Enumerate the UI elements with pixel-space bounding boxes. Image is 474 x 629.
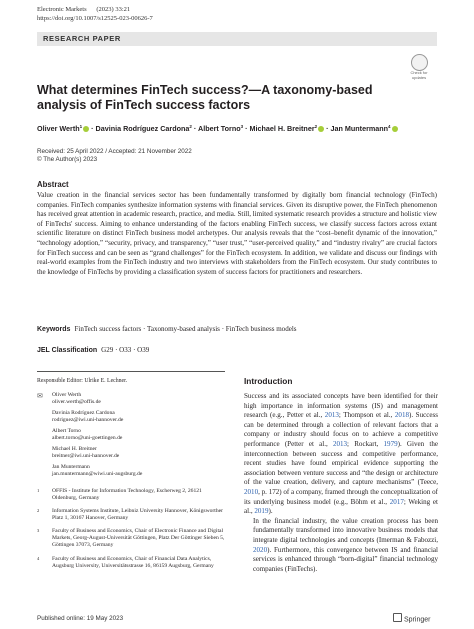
intro-text: Success and its associated concepts have been identified for their high importance in information systems (IS) and management research (e.g., Petter et al., <box>244 392 438 420</box>
citation-link[interactable]: 2010 <box>244 487 259 496</box>
published-online: Published online: 19 May 2023 <box>37 615 124 622</box>
author-affiliation-mark: 4 <box>388 124 391 129</box>
jel-text: G29 · O33 · O39 <box>101 346 150 354</box>
contact-email[interactable]: jan.muntermann@wiwi.uni-augsburg.de <box>52 471 143 477</box>
author-list <box>37 124 398 133</box>
journal-line <box>37 6 130 13</box>
author-name: Oliver Werth <box>37 124 80 133</box>
publisher-name: Springer <box>404 616 431 624</box>
contact-name: Davinia Rodríguez Cardona <box>52 410 115 416</box>
author-affiliation-mark: 2 <box>189 124 192 129</box>
intro-text: ; Thompson et al., <box>338 411 395 420</box>
contact-entry <box>52 410 123 424</box>
citation-link[interactable]: 2017 <box>389 497 404 506</box>
article-type-banner <box>37 32 437 46</box>
journal-name: Electronic Markets <box>37 6 87 13</box>
citation-link[interactable]: 2013 <box>324 411 339 420</box>
contact-email[interactable]: oliver.werth@offis.de <box>52 399 101 405</box>
check-for-updates-badge[interactable] <box>407 54 431 80</box>
contact-email[interactable]: breitner@iwi.uni-hannover.de <box>52 453 120 459</box>
contact-entry <box>52 392 101 406</box>
author-name: Davinia Rodríguez Cardona <box>95 124 190 133</box>
received-accepted: Received: 25 April 2022 / Accepted: 21 November 2022 <box>37 148 192 155</box>
jel-line <box>37 346 149 354</box>
keywords-line <box>37 325 297 333</box>
citation-link[interactable]: 2019 <box>254 507 269 516</box>
author-separator: · <box>324 124 331 133</box>
intro-paragraph <box>244 392 438 517</box>
author <box>37 124 89 133</box>
affiliation-text: OFFIS - Institute for Information Technology, Escherweg 2, 26121 Oldenburg, Germany <box>52 488 202 501</box>
affiliation-number: 4 <box>37 556 40 561</box>
intro-text: ; Rockart, <box>347 439 384 448</box>
copyright-line: © The Author(s) 2023 <box>37 156 98 163</box>
springer-horse-icon <box>393 613 402 622</box>
contact-email[interactable]: albert.torno@uni-goettingen.de <box>52 435 123 441</box>
author-name: Jan Muntermann <box>330 124 389 133</box>
article-dates <box>37 148 192 164</box>
intro-text: ). Given the interconnection between success and competitive performance, recent studies have found empirical evidence supporting the association between venture success and “the design or architecture of the value creation, delivery, and capture mechanisms” (Teece, <box>244 439 438 487</box>
intro-text: , p. 172) of a company, framed through the conceptualization of its underlying business model (e.g., Böhm et al., <box>244 487 438 506</box>
contact-email[interactable]: rodriguez@iwi.uni-hannover.de <box>52 417 124 423</box>
citation-link[interactable]: 2013 <box>332 439 348 448</box>
paper-title: What determines FinTech success?—A taxonomy-based analysis of FinTech success factors <box>37 83 373 112</box>
affiliation-text: Faculty of Business and Economics, Chair of Financial Data Analytics, Augsburg University, Universitätsstrasse 16, 86159 Augsburg, Germany <box>52 556 214 569</box>
footnote-divider <box>37 371 225 372</box>
check-updates-caption: Check for updates <box>410 70 428 80</box>
author-separator: · <box>243 124 250 133</box>
affiliation-number: 3 <box>37 528 40 533</box>
intro-text: ; Weking et al., <box>244 497 438 516</box>
introduction-heading: Introduction <box>244 376 293 386</box>
contact-name: Oliver Werth <box>52 392 82 398</box>
affiliation-text: Faculty of Business and Economics, Chair of Electronic Finance and Digital Markets, Georg-August-Universität Göttingen, Platz Der Göttinger Sieben 5, Göttingen 37073, Germany <box>52 528 225 548</box>
contact-name: Michael H. Breitner <box>52 446 97 452</box>
citation-link[interactable]: 1979 <box>383 439 398 448</box>
contact-entry <box>52 464 142 478</box>
introduction-body <box>244 392 438 574</box>
author-affiliation-mark: 3 <box>240 124 244 129</box>
publisher-logo <box>393 613 430 624</box>
author <box>250 124 325 133</box>
affiliation-text: Information Systems Institute, Leibniz University Hannover, Königsworther Platz 1, 30167 Hanover, Germany <box>52 508 223 521</box>
affiliation-number: 1 <box>37 488 40 493</box>
author-affiliation-mark: 1 <box>79 124 83 129</box>
check-updates-icon <box>411 54 428 71</box>
intro-text: ). Success can be determined through a collection of relevant factors that a company or industry should focus on to achieve a competitive performance (Petter et al., <box>244 411 438 448</box>
citation-link[interactable]: 2020 <box>253 545 268 554</box>
orcid-icon[interactable] <box>392 126 398 132</box>
intro-text: ). <box>268 507 273 516</box>
author-name: Albert Torno <box>198 124 241 133</box>
author-separator: · <box>89 124 96 133</box>
keywords-text: FinTech success factors · Taxonomy-based analysis · FinTech business models <box>74 325 297 333</box>
intro-text: ). Furthermore, this convergence between IS and financial services is enhanced through “born-digital” financial technology companies (FinTechs). <box>253 545 438 573</box>
abstract-heading: Abstract <box>37 180 69 189</box>
author-separator: · <box>191 124 199 133</box>
article-type-label: RESEARCH PAPER <box>43 34 121 43</box>
contact-name: Albert Torno <box>52 428 81 434</box>
envelope-icon: ✉ <box>37 392 43 400</box>
contact-name: Jan Muntermann <box>52 464 90 470</box>
responsible-editor: Responsible Editor: Ulrike E. Lechner. <box>37 378 128 384</box>
author <box>198 124 243 133</box>
contact-entry <box>52 446 119 460</box>
author-affiliation-mark: 2 <box>314 124 318 129</box>
intro-paragraph <box>244 517 438 575</box>
affiliation-number: 2 <box>37 508 40 513</box>
citation-link[interactable]: 2018 <box>394 411 409 420</box>
contact-entry <box>52 428 122 442</box>
journal-volume: (2023) 33:21 <box>96 6 131 13</box>
abstract-body: Value creation in the financial services sector has been fundamentally transformed by digitally born financial technology (FinTech) companies. FinTech companies synthesize information systems with financial services. Given its disruptive power, the FinTech phenomenon has received great attention in academic research, practice, and media. Still, limited systematic research provides a structure and holistic view of FinTechs' success. Aiming to enhance understanding of the factors enabling FinTech success, we classify success factors across extant scientific literature on distinct FinTech business model archetypes. Our analysis reveals that the “cost–benefit dynamic of the innovation,” “technology adoption,” “security, privacy, and transparency,” “user trust,” “user-perceived quality,” and “industry rivalry” are crucial factors for FinTech success and can be seen as “grand challenges” for the FinTech ecosystem. In addition, we validate and discuss our findings with real-world examples from the FinTech industry and two interviews with stakeholders from the FinTech ecosystem. Our study contributes to the knowledge of FinTechs by providing a classification system of success factors for practitioners and researchers. <box>37 191 437 276</box>
author-name: Michael H. Breitner <box>249 124 315 133</box>
jel-label: JEL Classification <box>37 347 98 354</box>
keywords-label: Keywords <box>37 326 71 333</box>
doi-link[interactable]: https://doi.org/10.1007/s12525-023-00626-7 <box>37 15 153 22</box>
author <box>331 124 398 133</box>
intro-text: In the financial industry, the value creation process has been fundamentally transformed into innovative business models that integrate digital technologies and concepts (Imerman & Fabozzi, <box>253 516 438 544</box>
author <box>96 124 192 133</box>
